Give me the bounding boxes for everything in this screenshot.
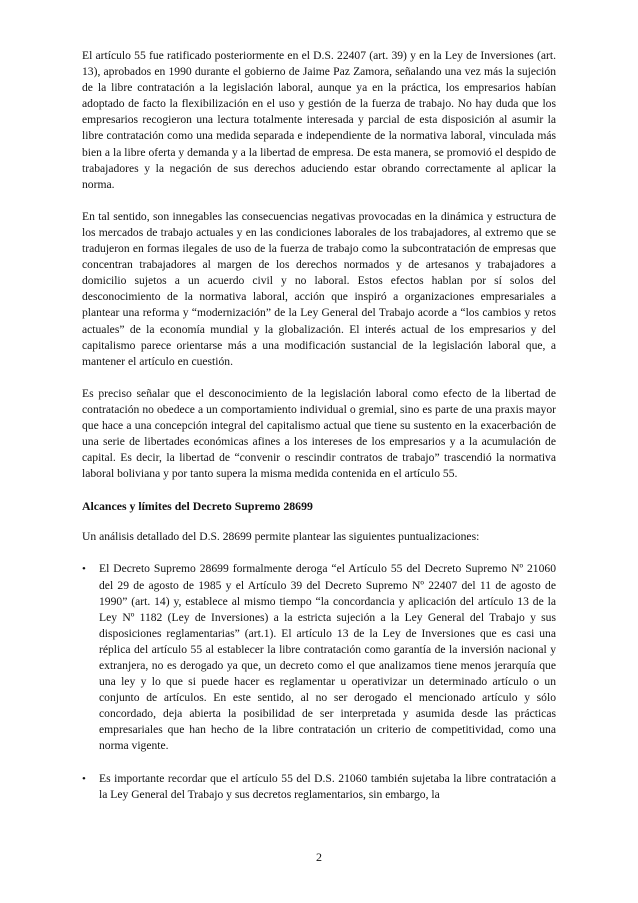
document-body xyxy=(82,48,556,819)
bullet-icon: • xyxy=(82,772,86,785)
paragraph-1: El artículo 55 fue ratificado posteriormente en el D.S. 22407 (art. 39) y en la Ley de Inversiones (art. 13), aprobados en 1990 durante el gobierno de Jaime Paz Zamora, señalando una vez más la sujeción de la libre contratación a la legislación laboral, aunque ya en la práctica, los empresarios habían adoptado de facto la flexibilización en el uso y gestión de la fuerza de trabajo. No hay duda que los empresarios recogieron una lectura totalmente interesada y parcial de esta disposición al asumir la libre contratación como una medida separada e independiente de la normativa laboral, vinculada más bien a la libre oferta y demanda y a la libertad de empresa. De esta manera, se promovió el despido de trabajadores y la negación de sus derechos aduciendo estar obrando correctamente al aplicar la norma. xyxy=(82,49,556,191)
list-item xyxy=(82,561,556,754)
bullet-text: Es importante recordar que el artículo 55 del D.S. 21060 también sujetaba la libre contratación a la Ley General del Trabajo y sus decretos reglamentarios, sin embargo, la xyxy=(99,771,556,801)
page-number: 2 xyxy=(316,850,322,864)
section-heading: Alcances y límites del Decreto Supremo 28699 xyxy=(82,499,313,514)
paragraph-3: Es preciso señalar que el desconocimiento de la legislación laboral como efecto de la libertad de contratación no obedece a un comportamiento individual o gremial, sino es parte de una praxis mayor que hace a una concepción integral del capitalismo actual que tiene su sustento en la exacerbación de una serie de libertades económicas afines a los intereses de los empresarios y a la acumulación de capital. Es decir, la libertad de “convenir o rescindir contratos de trabajo” trascendió la normativa laboral boliviana y por tanto supera la misma medida contenida en el artículo 55. xyxy=(82,386,556,481)
intro-paragraph: Un análisis detallado del D.S. 28699 permite plantear las siguientes puntualizaciones: xyxy=(82,530,480,544)
paragraph-2: En tal sentido, son innegables las consecuencias negativas provocadas en la dinámica y estructura de los mercados de trabajo actuales y en las condiciones laborales de los trabajadores, al extremo que se tradujeron en formas ilegales de uso de la fuerza de trabajo como la subcontratación de empresas que concentran trabajadores al margen de los derechos normados y de artesanos y trabajadores a domicilio sujetos a un acuerdo civil y no laboral. Estos efectos hablan por sí solos del desconocimiento de la normativa laboral, acción que inspiró a organizaciones empresariales a plantear una reforma y “modernización” de la Ley General del Trabajo acorde a “los cambios y retos actuales” de la economía mundial y la globalización. El interés actual de los empresarios y del capitalismo parece orientarse más a una modificación sustancial de la legislación laboral que, a mantener el artículo en cuestión. xyxy=(82,209,556,368)
bullet-list xyxy=(82,561,556,802)
list-item xyxy=(82,771,556,803)
bullet-text: El Decreto Supremo 28699 formalmente deroga “el Artículo 55 del Decreto Supremo Nº 21060 del 29 de agosto de 1985 y el Artículo 39 del Decreto Supremo Nº 22407 del 11 de agosto de 1990” (art. 14) y, establece al mismo tiempo “la concordancia y aplicación del artículo 13 de la Ley Nº 1182 (Ley de Inversiones) a la estricta sujeción a la Ley General del Trabajo y sus disposiciones reglamentarias” (art.1). El artículo 13 de la Ley de Inversiones que es casi una réplica del artículo 55 al establecer la libre contratación como garantía de la inversión nacional y extranjera, no es derogado ya que, un decreto como el que analizamos tiene menos jerarquía que una ley y lo que si puede hacer es reglamentar u operativizar un determinado artículo o un conjunto de artículos. En este sentido, al no ser derogado el mencionado artículo y sólo concordado, deja abierta la posibilidad de ser interpretada y asumida desde las prácticas empresariales que han hecho de la libre contratación un criterio de competitividad, como una norma vigente. xyxy=(99,562,556,753)
bullet-icon: • xyxy=(82,563,86,576)
